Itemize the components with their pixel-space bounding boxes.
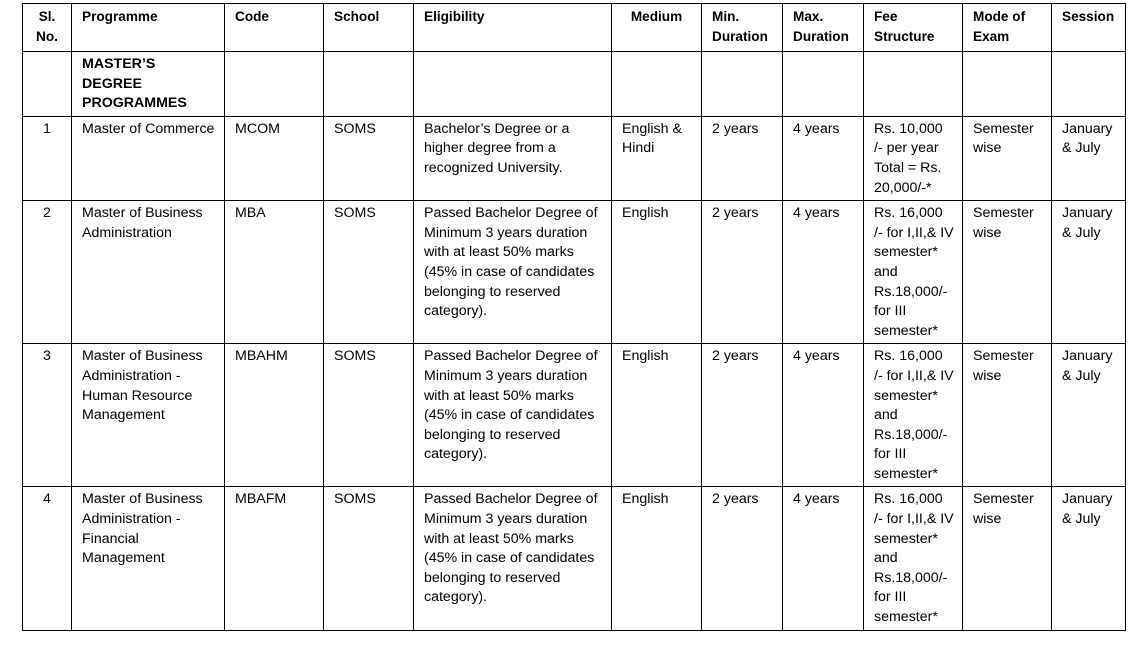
section-row (23, 52, 1126, 117)
section-empty-cell (23, 52, 72, 117)
cell-mode: Semester wise (963, 344, 1052, 487)
header-session: Session (1052, 4, 1126, 52)
cell-fee: Rs. 10,000 /- per year Total = Rs. 20,000/-* (864, 116, 963, 200)
programmes-table (22, 3, 1126, 631)
cell-eligibility: Passed Bachelor Degree of Minimum 3 years duration with at least 50% marks (45% in case of candidates belonging to reserved category). (414, 487, 612, 630)
section-empty-cell (612, 52, 702, 117)
cell-programme: Master of Business Administration - Financial Management (72, 487, 225, 630)
cell-max-duration: 4 years (783, 344, 864, 487)
cell-eligibility: Bachelor’s Degree or a higher degree from a recognized University. (414, 116, 612, 200)
cell-mode: Semester wise (963, 487, 1052, 630)
cell-mode: Semester wise (963, 201, 1052, 344)
cell-eligibility: Passed Bachelor Degree of Minimum 3 years duration with at least 50% marks (45% in case of candidates belonging to reserved category). (414, 344, 612, 487)
cell-code: MBAFM (225, 487, 324, 630)
cell-programme: Master of Business Administration - Human Resource Management (72, 344, 225, 487)
cell-medium: English & Hindi (612, 116, 702, 200)
header-min-duration: Min. Duration (702, 4, 783, 52)
cell-sl: 2 (23, 201, 72, 344)
cell-min-duration: 2 years (702, 344, 783, 487)
cell-fee: Rs. 16,000 /- for I,II,& IV semester* and Rs.18,000/- for III semester* (864, 487, 963, 630)
section-empty-cell (702, 52, 783, 117)
table-row (23, 344, 1126, 487)
section-empty-cell (225, 52, 324, 117)
header-row (23, 4, 1126, 52)
cell-sl: 3 (23, 344, 72, 487)
section-empty-cell (963, 52, 1052, 117)
header-sl: Sl. No. (23, 4, 72, 52)
header-school: School (324, 4, 414, 52)
section-empty-cell (1052, 52, 1126, 117)
cell-session: January & July (1052, 116, 1126, 200)
cell-fee: Rs. 16,000 /- for I,II,& IV semester* and Rs.18,000/- for III semester* (864, 201, 963, 344)
cell-code: MBAHM (225, 344, 324, 487)
cell-sl: 1 (23, 116, 72, 200)
section-empty-cell (783, 52, 864, 117)
section-empty-cell (414, 52, 612, 117)
header-max-duration: Max. Duration (783, 4, 864, 52)
cell-session: January & July (1052, 487, 1126, 630)
cell-mode: Semester wise (963, 116, 1052, 200)
cell-school: SOMS (324, 116, 414, 200)
header-eligibility: Eligibility (414, 4, 612, 52)
cell-min-duration: 2 years (702, 201, 783, 344)
cell-sl: 4 (23, 487, 72, 630)
cell-code: MBA (225, 201, 324, 344)
cell-programme: Master of Business Administration (72, 201, 225, 344)
cell-max-duration: 4 years (783, 116, 864, 200)
cell-programme: Master of Commerce (72, 116, 225, 200)
cell-session: January & July (1052, 344, 1126, 487)
cell-school: SOMS (324, 487, 414, 630)
section-empty-cell (324, 52, 414, 117)
cell-medium: English (612, 487, 702, 630)
cell-fee: Rs. 16,000 /- for I,II,& IV semester* and Rs.18,000/- for III semester* (864, 344, 963, 487)
cell-min-duration: 2 years (702, 116, 783, 200)
table-row (23, 201, 1126, 344)
header-mode: Mode of Exam (963, 4, 1052, 52)
cell-medium: English (612, 344, 702, 487)
cell-min-duration: 2 years (702, 487, 783, 630)
header-code: Code (225, 4, 324, 52)
cell-code: MCOM (225, 116, 324, 200)
cell-max-duration: 4 years (783, 487, 864, 630)
section-title: MASTER’S DEGREE PROGRAMMES (72, 52, 225, 117)
cell-school: SOMS (324, 344, 414, 487)
section-empty-cell (864, 52, 963, 117)
header-programme: Programme (72, 4, 225, 52)
cell-session: January & July (1052, 201, 1126, 344)
cell-max-duration: 4 years (783, 201, 864, 344)
cell-school: SOMS (324, 201, 414, 344)
header-fee: Fee Structure (864, 4, 963, 52)
cell-medium: English (612, 201, 702, 344)
table-row (23, 487, 1126, 630)
table-row (23, 116, 1126, 200)
header-medium: Medium (612, 4, 702, 52)
cell-eligibility: Passed Bachelor Degree of Minimum 3 years duration with at least 50% marks (45% in case of candidates belonging to reserved category). (414, 201, 612, 344)
